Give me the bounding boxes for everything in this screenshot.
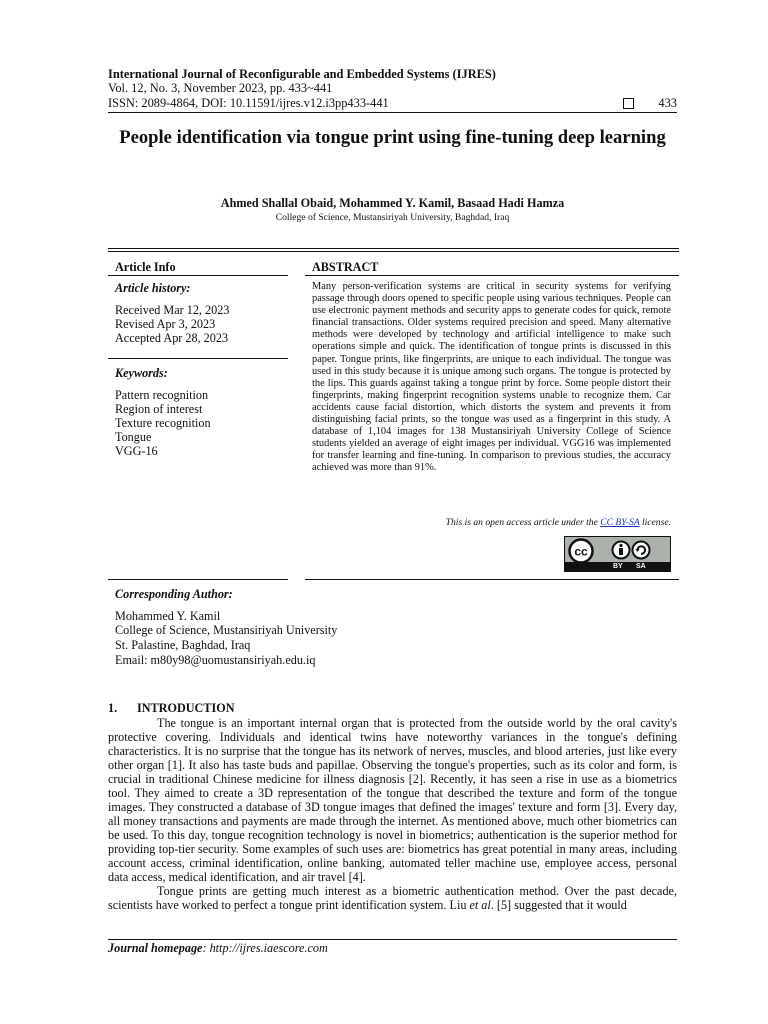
intro-heading: INTRODUCTION xyxy=(137,701,235,715)
history-revised: Revised Apr 3, 2023 xyxy=(115,317,216,331)
footer-rule xyxy=(108,939,677,940)
article-info-rule xyxy=(108,275,288,276)
homepage-label: Journal homepage xyxy=(108,941,203,955)
license-suffix: license. xyxy=(639,517,671,528)
intro-paragraph-1: The tongue is an important internal organ that is protected from the outside world by the oral cavity's protective covering. Individuals and identical twins have noteworthy variances in the tongue's defining characteristics. It is no surprise that the tongue has its network of nerves, muscles, and blood arteries, just like every other organ [1]. It also has taste buds and papillae. Observing the tongue's properties, such as its color and form, is crucial in traditional Chinese medicine for illness diagnosis [2]. Recently, it has seen a rise in use as a biometrics tool. They aimed to create a 3D representation of the tongue that described the texture and form of the tongue images. They constructed a database of 3D tongue images that defined the images' texture and form [3]. Every day, all money transactions and payments are made through the internet. As mentioned above, much other biometrics can be used. To this day, tongue recognition technology is novel in biometrics; authentication is the superior method for providing top-tier security. Some examples of such uses are: biometrics has great potential in many areas, including account access, criminal identification, online banking, automated teller machine use, employee access, personal data access, medical identification, and air travel [4]. xyxy=(108,716,677,884)
corresponding-name: Mohammed Y. Kamil xyxy=(115,609,221,623)
keyword-item: Tongue xyxy=(115,430,152,444)
corresponding-institution: College of Science, Mustansiriyah University xyxy=(115,623,338,637)
journal-homepage xyxy=(108,941,328,956)
abstract-rule xyxy=(305,275,679,276)
keyword-item: Texture recognition xyxy=(115,416,211,430)
intro-p2-italic: et al xyxy=(469,898,491,912)
issn-line: ISSN: 2089-4864, DOI: 10.11591/ijres.v12.i3pp433-441 xyxy=(108,96,389,110)
keyword-item: Region of interest xyxy=(115,402,203,416)
svg-text:cc: cc xyxy=(574,544,588,559)
corresponding-author-heading: Corresponding Author: xyxy=(115,587,233,601)
keywords-heading: Keywords: xyxy=(115,366,168,380)
intro-body xyxy=(108,716,677,912)
article-info-top-rule-2 xyxy=(108,251,679,252)
cc-badge-bar xyxy=(565,562,670,571)
cc-by-sa-badge[interactable] xyxy=(564,536,671,572)
journal-name: International Journal of Reconfigurable and Embedded Systems (IJRES) xyxy=(108,67,496,81)
corresponding-address: St. Palastine, Baghdad, Iraq xyxy=(115,638,251,652)
article-history-heading: Article history: xyxy=(115,281,191,295)
history-accepted: Accepted Apr 28, 2023 xyxy=(115,331,229,345)
intro-p2-text: Tongue prints are getting much interest as a biometric authentication method. Over the past decade, scientists have worked to perfect a tongue print identification system. Liu xyxy=(108,884,677,912)
affiliation: College of Science, Mustansiriyah University, Baghdad, Iraq xyxy=(275,212,510,223)
corresponding-email[interactable]: Email: m80y98@uomustansiriyah.edu.iq xyxy=(115,653,316,667)
square-icon xyxy=(623,98,634,109)
badge-by-label: BY xyxy=(613,563,623,570)
article-info-heading: Article Info xyxy=(115,260,176,274)
page-number: 433 xyxy=(658,96,677,110)
cc-by-sa-link[interactable]: CC BY-SA xyxy=(600,517,640,528)
article-info-top-rule xyxy=(108,248,679,249)
homepage-url[interactable]: : http://ijres.iaescore.com xyxy=(202,941,328,955)
abstract-text: Many person-verification systems are critical in security systems for verifying passage through doors opened to specific people using various techniques. People can use electronic payment methods and security apps to generate codes for quick, remote financial transactions. Older systems required precision and speed. Many alternative methods were developed by technology and artificial intelligence to make such operations simple and quick. The identification of tongue prints is discussed in this paper. Tongue prints, like fingerprints, are unique to each individual. The tongue was used in this study because it is unique among such organs. The tongue is protected by the lips. This guards against taking a tongue print by force. Some people distort their fingerprints, making fingerprint recognition systems unable to recognize them. Car accidents cause facial distortion, which distorts the system and prevents it from distinguishing facial prints, so the tongue was used as a fingerprint in this study. A database of 1,104 images for 138 Mustansiriyah University College of Science students yielded an average of eight images per individual. VGG16 was implemented for transfer learning and fine-tuning. In comparison to previous studies, the accuracy achieved was more than 91%. xyxy=(312,281,671,474)
license-prefix: This is an open access article under the xyxy=(445,517,601,528)
keyword-item: Pattern recognition xyxy=(115,388,209,402)
license-line xyxy=(312,517,671,528)
header-rule xyxy=(108,112,677,113)
author-list: Ahmed Shallal Obaid, Mohammed Y. Kamil, Basaad Hadi Hamza xyxy=(220,196,565,210)
abstract-heading: ABSTRACT xyxy=(312,260,379,274)
cc-license-icon xyxy=(565,537,670,563)
intro-number: 1. xyxy=(108,701,118,715)
keyword-item: VGG-16 xyxy=(115,444,158,458)
badge-sa-label: SA xyxy=(636,563,646,570)
intro-p2-text-end: . [5] suggested that it would xyxy=(490,898,627,912)
history-received: Received Mar 12, 2023 xyxy=(115,303,230,317)
intro-paragraph-2 xyxy=(108,884,677,912)
paper-title: People identification via tongue print using fine-tuning deep learning xyxy=(119,127,666,148)
article-info-bottom-rule xyxy=(108,579,288,580)
abstract-bottom-rule xyxy=(305,579,679,580)
keywords-top-rule xyxy=(108,358,288,359)
volume-line: Vol. 12, No. 3, November 2023, pp. 433~441 xyxy=(108,81,333,95)
